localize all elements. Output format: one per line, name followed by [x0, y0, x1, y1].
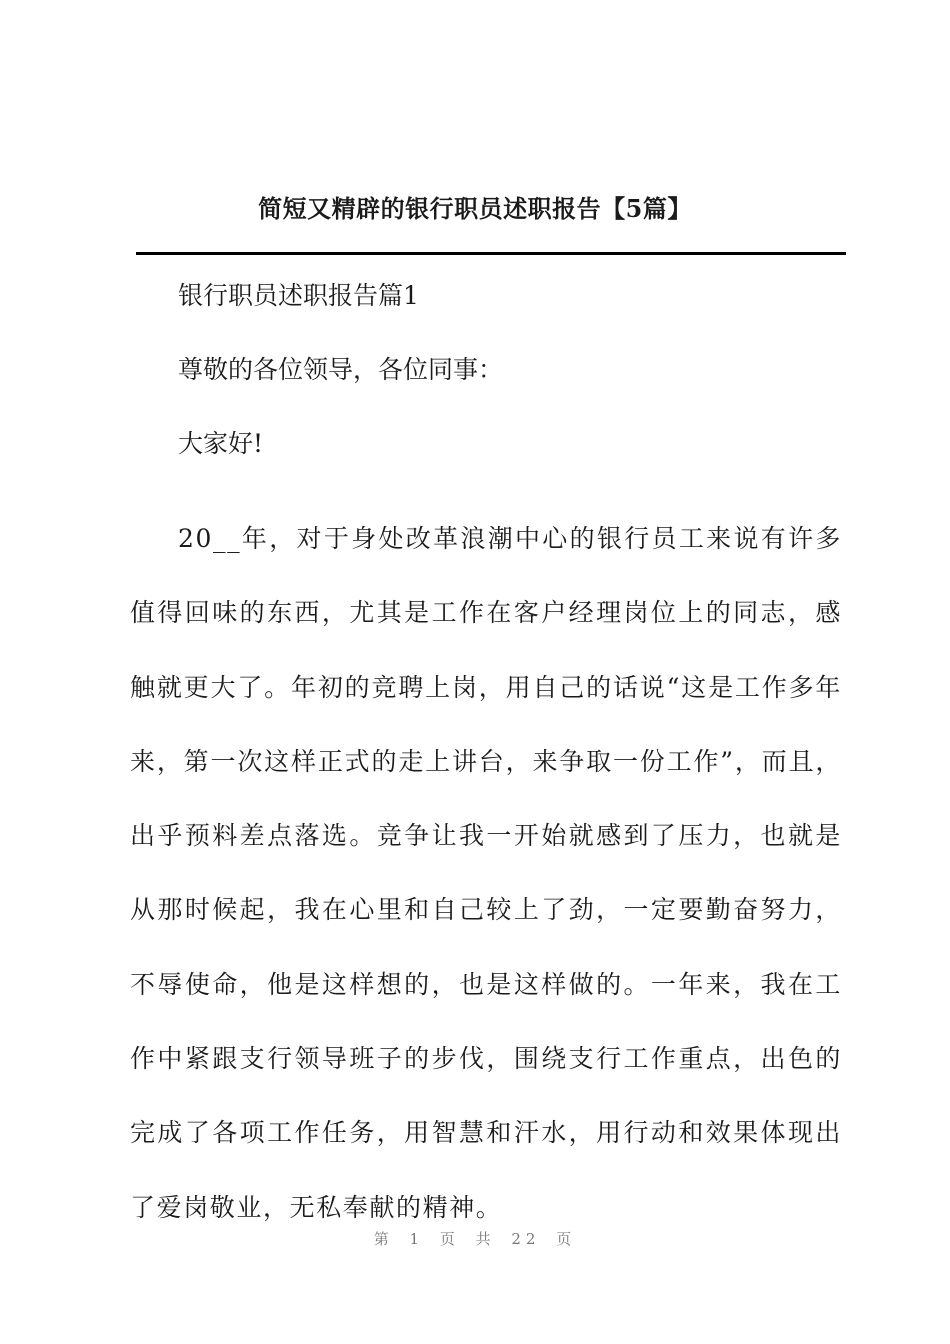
- document-title: 简短又精辟的银行职员述职报告【5篇】: [258, 194, 692, 223]
- body-paragraph: 20__年，对于身处改革浪潮中心的银行员工来说有许多值得回味的东西，尤其是工作在客户经理岗位上的同志，感触就更大了。年初的竞聘上岗，用自己的话说“这是工作多年来，第一次这样正式的走上讲台，来争取一份工作”，而且，出乎预料差点落选。竞争让我一开始就感到了压力，也就是从那时候起，我在心里和自己较上了劲，一定要勤奋努力，不辱使命，他是这样想的，也是这样做的。一年来，我在工作中紧跟支行领导班子的步伐，围绕支行工作重点，出色的完成了各项工作任务，用智慧和汗水，用行动和效果体现出了爱岗敬业，无私奉献的精神。: [130, 524, 842, 1222]
- page-number-footer: 第 1 页 共 22 页: [373, 1230, 577, 1248]
- salutation: 尊敬的各位领导，各位同事：: [178, 355, 504, 384]
- greeting: 大家好!: [178, 429, 264, 458]
- title-divider: [136, 252, 846, 255]
- section-heading: 银行职员述职报告篇1: [178, 281, 419, 310]
